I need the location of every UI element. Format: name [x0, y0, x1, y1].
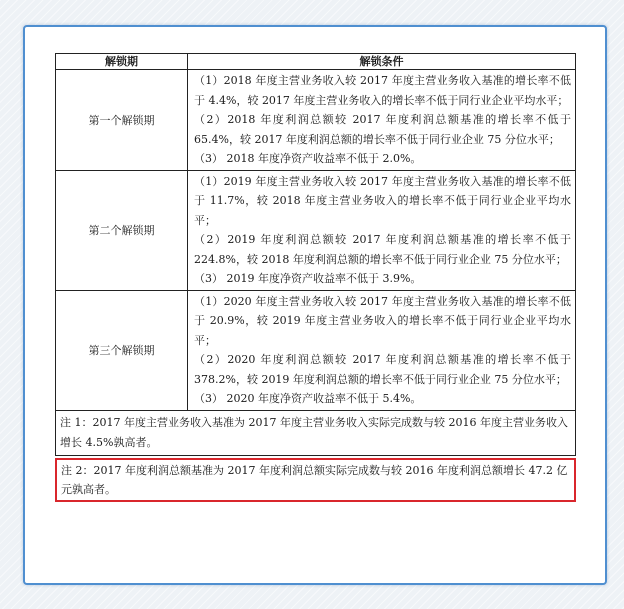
- note-1: 注 1：2017 年度主营业务收入基准为 2017 年度主营业务收入实际完成数与较 2016 年度主营业务收入增长 4.5%孰高者。: [55, 411, 576, 456]
- condition-line: （1）2020 年度主营业务收入较 2017 年度主营业务收入基准的增长率不低于 20.9%，较 2019 年度主营业务收入的增长率不低于同行业企业平均水平；: [194, 294, 571, 347]
- condition-line: （1）2019 年度主营业务收入较 2017 年度主营业务收入基准的增长率不低于 11.7%，较 2018 年度主营业务收入的增长率不低于同行业企业平均水平；: [194, 174, 571, 227]
- condition-line: （3） 2019 年度净资产收益率不低于 3.9%。: [194, 272, 422, 285]
- period-cell: 第三个解锁期: [56, 290, 188, 410]
- note-2-highlighted: 注 2：2017 年度利润总额基准为 2017 年度利润总额实际完成数与较 2016 年度利润总额增长 47.2 亿元孰高者。: [55, 458, 576, 502]
- condition-line: （2）2020 年度利润总额较 2017 年度利润总额基准的增长率不低于 378.2%，较 2019 年度利润总额的增长率不低于同行业企业 75 分位水平；: [194, 353, 571, 386]
- condition-line: （3） 2018 年度净资产收益率不低于 2.0%。: [194, 152, 422, 165]
- condition-line: （3） 2020 年度净资产收益率不低于 5.4%。: [194, 392, 422, 405]
- document-content: [30, 29, 580, 502]
- condition-line: （2）2018 年度利润总额较 2017 年度利润总额基准的增长率不低于 65.4%，较 2017 年度利润总额的增长率不低于同行业企业 75 分位水平；: [194, 113, 571, 146]
- conditions-cell: [188, 70, 576, 171]
- table-header-row: [56, 54, 576, 70]
- conditions-cell: [188, 170, 576, 290]
- header-conditions: 解锁条件: [188, 54, 576, 70]
- period-cell: 第二个解锁期: [56, 170, 188, 290]
- conditions-cell: [188, 290, 576, 410]
- header-period: 解锁期: [56, 54, 188, 70]
- table-row: [56, 70, 576, 171]
- period-cell: 第一个解锁期: [56, 70, 188, 171]
- table-row: [56, 170, 576, 290]
- table-row: [56, 290, 576, 410]
- condition-line: （1）2018 年度主营业务收入较 2017 年度主营业务收入基准的增长率不低于 4.4%，较 2017 年度主营业务收入的增长率不低于同行业企业平均水平；: [194, 74, 571, 107]
- unlock-conditions-table: [55, 53, 576, 411]
- condition-line: （2）2019 年度利润总额较 2017 年度利润总额基准的增长率不低于 224.8%，较 2018 年度利润总额的增长率不低于同行业企业 75 分位水平；: [194, 233, 571, 266]
- notes-section: [55, 411, 576, 502]
